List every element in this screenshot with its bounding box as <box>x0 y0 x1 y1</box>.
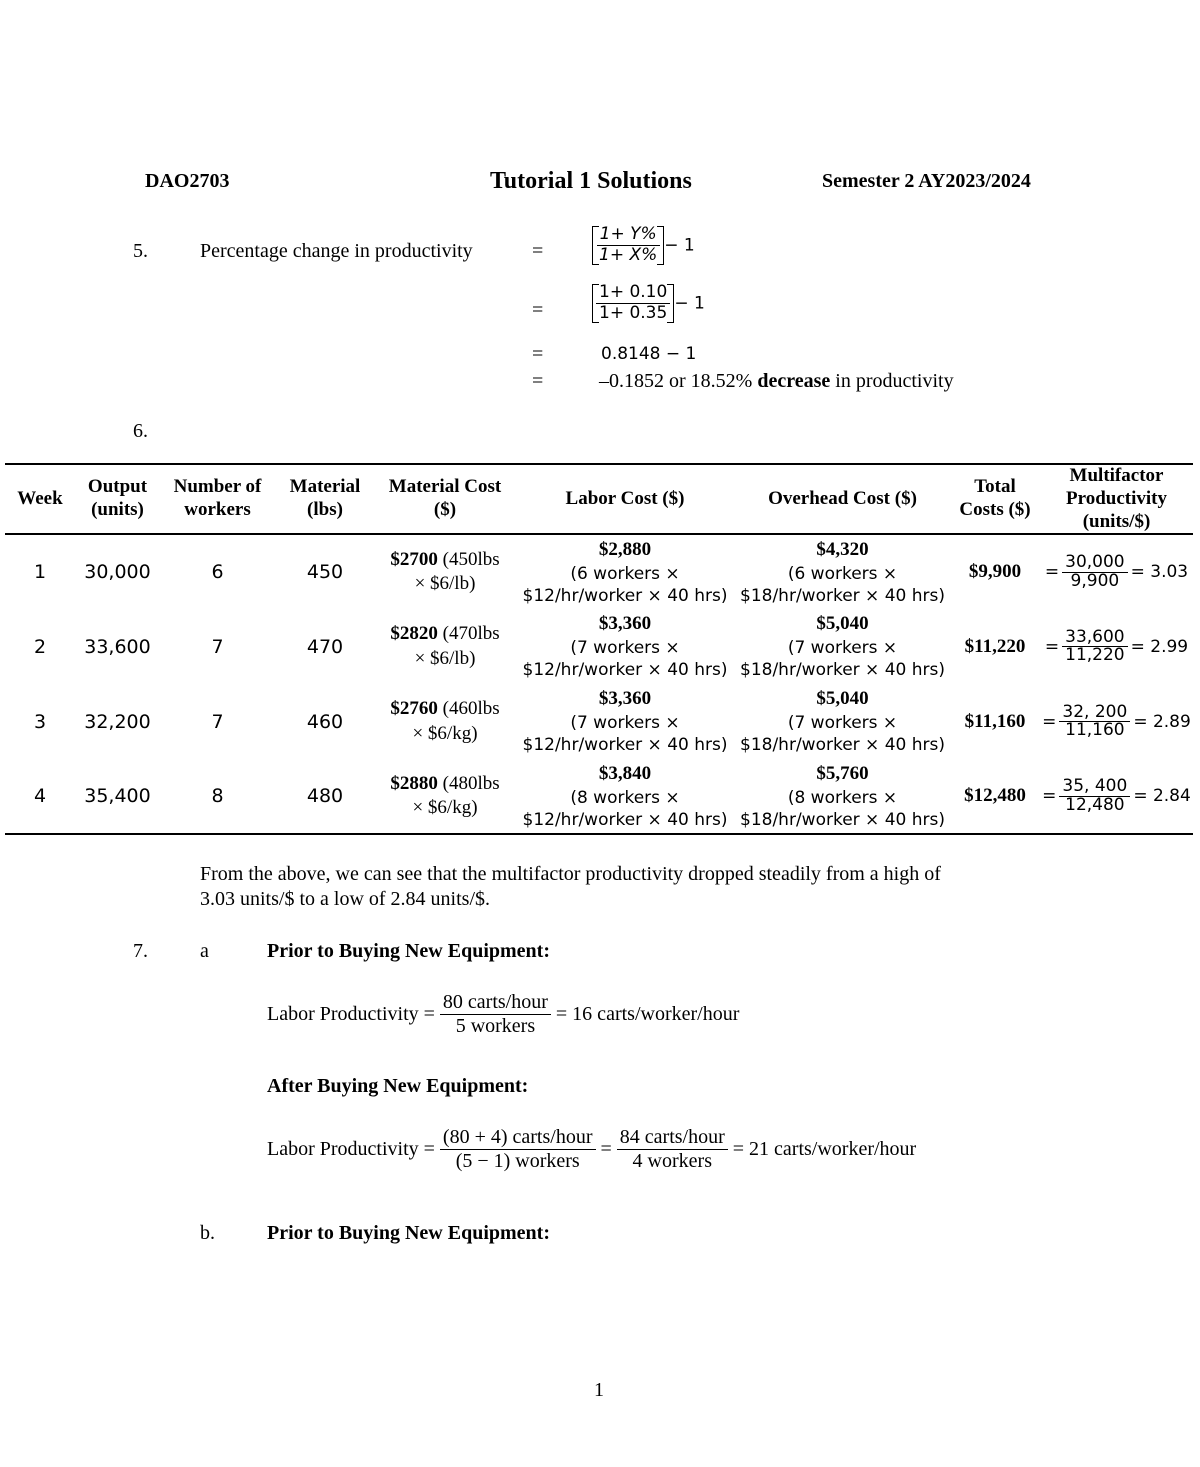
table-header-row <box>5 464 1193 534</box>
q5-f1-den: 1+ X% <box>599 244 658 265</box>
q7a-after-num-1: (80 + 4) carts/hour <box>440 1127 596 1150</box>
q7a-after-fraction-1 <box>440 1127 596 1172</box>
q7a-after-den-1: (5 − 1) workers <box>455 1150 580 1172</box>
cell-overhead-cost <box>735 684 950 759</box>
labor-cost-detail-1: (7 workers × <box>570 638 680 659</box>
mfp-denominator: 11,220 <box>1065 645 1125 666</box>
overhead-cost-value: $5,040 <box>816 688 869 710</box>
overhead-cost-value: $5,760 <box>816 762 869 784</box>
col-output: Output (units) <box>87 476 148 521</box>
q7-part-b: b. <box>200 1222 215 1244</box>
cell-labor-cost <box>515 759 735 834</box>
q5-answer-pre: –0.1852 or 18.52% <box>599 370 758 392</box>
col-mfp: Multifactor Productivity (units/$) <box>1066 465 1167 532</box>
overhead-cost-detail-1: (6 workers × <box>787 563 898 584</box>
productivity-table <box>5 463 1193 835</box>
table-body <box>5 534 1193 834</box>
q5-eq-3: = <box>532 343 544 365</box>
q7a-after-num-2: 84 carts/hour <box>617 1127 728 1150</box>
cell-workers: 6 <box>211 561 224 584</box>
q7a-prior-formula <box>267 992 739 1037</box>
q7a-prior-label: Labor Productivity = <box>267 1003 435 1025</box>
q7a-after-result: = 21 carts/worker/hour <box>732 1138 917 1160</box>
cell-labor-cost <box>515 534 735 609</box>
cell-material: 450 <box>306 561 344 584</box>
q7a-after-label: Labor Productivity = <box>267 1138 435 1160</box>
material-cost-value: $2880 <box>390 772 438 794</box>
material-cost-detail-2: × $6/kg) <box>412 797 478 819</box>
cell-total-costs: $9,900 <box>968 561 1022 583</box>
cell-material: 460 <box>306 710 344 733</box>
q7a-prior-num: 80 carts/hour <box>440 992 551 1015</box>
labor-cost-value: $3,840 <box>598 762 652 784</box>
labor-cost-value: $2,880 <box>598 538 652 560</box>
overhead-cost-value: $5,040 <box>816 613 869 635</box>
cell-week: 1 <box>33 561 47 584</box>
cell-week: 2 <box>33 635 47 658</box>
cell-labor-cost <box>515 609 735 684</box>
q5-fraction-1 <box>596 226 660 265</box>
mfp-equals: = <box>1044 562 1060 583</box>
course-code: DAO2703 <box>145 170 230 192</box>
q5-eq-1: = <box>532 240 544 262</box>
q6-number: 6. <box>133 420 148 442</box>
col-total-costs: Total Costs ($) <box>959 476 1031 521</box>
cell-material: 470 <box>306 635 344 658</box>
overhead-cost-detail-1: (7 workers × <box>787 713 898 734</box>
q5-formula <box>592 226 695 265</box>
q5-answer-bold: decrease <box>757 370 831 392</box>
material-cost-value: $2700 <box>390 548 438 570</box>
cell-overhead-cost <box>735 759 950 834</box>
semester-label: Semester 2 AY2023/2024 <box>822 170 1031 192</box>
mfp-denominator: 11,160 <box>1065 720 1125 741</box>
cell-mfp <box>1040 609 1193 684</box>
cell-mfp <box>1040 534 1193 609</box>
q7a-after-den-2: 4 workers <box>632 1150 712 1172</box>
cell-output: 33,600 <box>84 635 151 658</box>
mfp-expression <box>1045 554 1188 591</box>
q7-part-a: a <box>200 940 209 962</box>
q7a-prior-heading: Prior to Buying New Equipment: <box>267 940 550 962</box>
col-workers: Number of workers <box>173 476 262 521</box>
q6-conclusion-line-1: From the above, we can see that the multifactor productivity dropped steadily from a high of <box>200 863 941 885</box>
q5-label: Percentage change in productivity <box>200 240 473 262</box>
mfp-numerator: 32, 200 <box>1059 704 1130 723</box>
col-material: Material (lbs) <box>289 476 361 521</box>
mfp-denominator: 9,900 <box>1070 570 1120 591</box>
mfp-expression <box>1044 626 1189 666</box>
overhead-cost-value: $4,320 <box>816 538 869 560</box>
q5-f1-num: 1+ Y% <box>597 226 660 246</box>
cell-mfp <box>1040 684 1193 759</box>
mfp-numerator: 30,000 <box>1062 554 1127 573</box>
q5-answer-post: in productivity <box>830 370 954 392</box>
cell-workers: 8 <box>211 785 224 808</box>
page-number: 1 <box>594 1379 604 1401</box>
material-cost-detail: (480lbs <box>442 772 500 794</box>
cell-workers: 7 <box>211 635 224 658</box>
q5-eq-4: = <box>532 370 544 392</box>
material-cost-detail: (450lbs <box>442 548 500 570</box>
mfp-denominator: 12,480 <box>1065 794 1125 815</box>
labor-cost-detail-2: $12/hr/worker × 40 hrs) <box>522 809 728 830</box>
cell-total-costs: $12,480 <box>964 785 1026 807</box>
cell-mfp <box>1040 759 1193 834</box>
mfp-expression <box>1042 701 1191 741</box>
labor-cost-detail-2: $12/hr/worker × 40 hrs) <box>522 660 728 681</box>
q5-bracket-1 <box>592 226 664 265</box>
cell-labor-cost <box>515 684 735 759</box>
material-cost-detail-2: × $6/lb) <box>414 573 476 595</box>
table-row <box>5 684 1193 759</box>
mfp-fraction <box>1059 778 1130 815</box>
cell-overhead-cost <box>735 609 950 684</box>
mfp-equals: = <box>1044 636 1060 657</box>
labor-cost-value: $3,360 <box>598 688 652 710</box>
overhead-cost-detail-2: $18/hr/worker × 40 hrs) <box>740 809 945 830</box>
material-cost-detail: (470lbs <box>442 623 500 645</box>
labor-cost-detail-1: (6 workers × <box>570 563 680 584</box>
overhead-cost-detail-1: (7 workers × <box>787 638 898 659</box>
q5-bracket-2 <box>592 284 674 323</box>
cell-material-cost <box>375 534 515 609</box>
cell-overhead-cost <box>735 534 950 609</box>
q5-minus-one-2: − 1 <box>674 293 705 314</box>
q7a-prior-den: 5 workers <box>455 1015 536 1037</box>
mfp-value: = 2.89 <box>1133 711 1191 732</box>
mfp-fraction <box>1059 701 1130 741</box>
mfp-equals: = <box>1042 711 1057 732</box>
overhead-cost-detail-2: $18/hr/worker × 40 hrs) <box>740 585 945 606</box>
q7a-after-formula <box>267 1127 916 1172</box>
q5-eq-2: = <box>532 299 544 321</box>
cell-week: 3 <box>33 710 47 733</box>
material-cost-value: $2820 <box>390 623 438 645</box>
q5-minus-one: − 1 <box>664 235 695 256</box>
material-cost-value: $2760 <box>390 698 438 720</box>
mfp-value: = 2.84 <box>1133 786 1191 807</box>
labor-cost-detail-2: $12/hr/worker × 40 hrs) <box>522 735 728 756</box>
labor-cost-value: $3,360 <box>598 613 652 635</box>
page-title: Tutorial 1 Solutions <box>490 168 692 194</box>
labor-cost-detail-2: $12/hr/worker × 40 hrs) <box>522 585 728 606</box>
q7-number: 7. <box>133 940 148 962</box>
mfp-value: = 3.03 <box>1130 562 1189 583</box>
mfp-expression <box>1042 778 1191 815</box>
mfp-fraction <box>1062 626 1127 666</box>
q7a-after-equals: = <box>600 1138 612 1160</box>
q5-formula-sub <box>592 284 705 323</box>
mfp-numerator: 35, 400 <box>1059 778 1130 797</box>
q7a-after-heading: After Buying New Equipment: <box>267 1075 529 1097</box>
material-cost-detail-2: × $6/lb) <box>414 647 476 669</box>
col-week: Week <box>17 487 63 509</box>
cell-material-cost <box>375 609 515 684</box>
overhead-cost-detail-2: $18/hr/worker × 40 hrs) <box>740 660 945 681</box>
table-row <box>5 609 1193 684</box>
cell-material: 480 <box>306 785 344 808</box>
mfp-value: = 2.99 <box>1130 636 1189 657</box>
q7a-prior-fraction <box>440 992 551 1037</box>
q7a-after-fraction-2 <box>617 1127 728 1172</box>
cell-total-costs: $11,220 <box>964 635 1026 657</box>
labor-cost-detail-1: (7 workers × <box>570 713 680 734</box>
q5-f2-den: 1+ 0.35 <box>599 302 668 323</box>
table-row <box>5 534 1193 609</box>
mfp-equals: = <box>1042 786 1057 807</box>
q5-number: 5. <box>133 240 148 262</box>
col-labor-cost: Labor Cost ($) <box>565 487 685 509</box>
cell-material-cost <box>375 759 515 834</box>
mfp-numerator: 33,600 <box>1062 629 1127 648</box>
cell-output: 32,200 <box>84 710 151 733</box>
material-cost-detail: (460lbs <box>442 698 500 720</box>
q5-f2-num: 1+ 0.10 <box>596 284 670 304</box>
cell-output: 35,400 <box>84 785 151 808</box>
table-row <box>5 759 1193 834</box>
col-overhead-cost: Overhead Cost ($) <box>768 487 917 509</box>
cell-total-costs: $11,160 <box>964 710 1026 732</box>
q5-answer <box>599 370 954 393</box>
mfp-fraction <box>1062 554 1127 591</box>
overhead-cost-detail-2: $18/hr/worker × 40 hrs) <box>740 735 945 756</box>
q7b-prior-heading: Prior to Buying New Equipment: <box>267 1222 550 1244</box>
cell-material-cost <box>375 684 515 759</box>
col-material-cost: Material Cost ($) <box>388 476 502 521</box>
cell-output: 30,000 <box>84 561 151 584</box>
cell-workers: 7 <box>211 710 224 733</box>
labor-cost-detail-1: (8 workers × <box>570 787 680 808</box>
q5-fraction-2 <box>596 284 670 323</box>
overhead-cost-detail-1: (8 workers × <box>787 787 898 808</box>
material-cost-detail-2: × $6/kg) <box>412 722 478 744</box>
q7a-prior-result: = 16 carts/worker/hour <box>555 1003 740 1025</box>
cell-week: 4 <box>33 785 47 808</box>
q6-conclusion-line-2: 3.03 units/$ to a low of 2.84 units/$. <box>200 888 490 910</box>
q5-line3: 0.8148 − 1 <box>601 344 697 364</box>
